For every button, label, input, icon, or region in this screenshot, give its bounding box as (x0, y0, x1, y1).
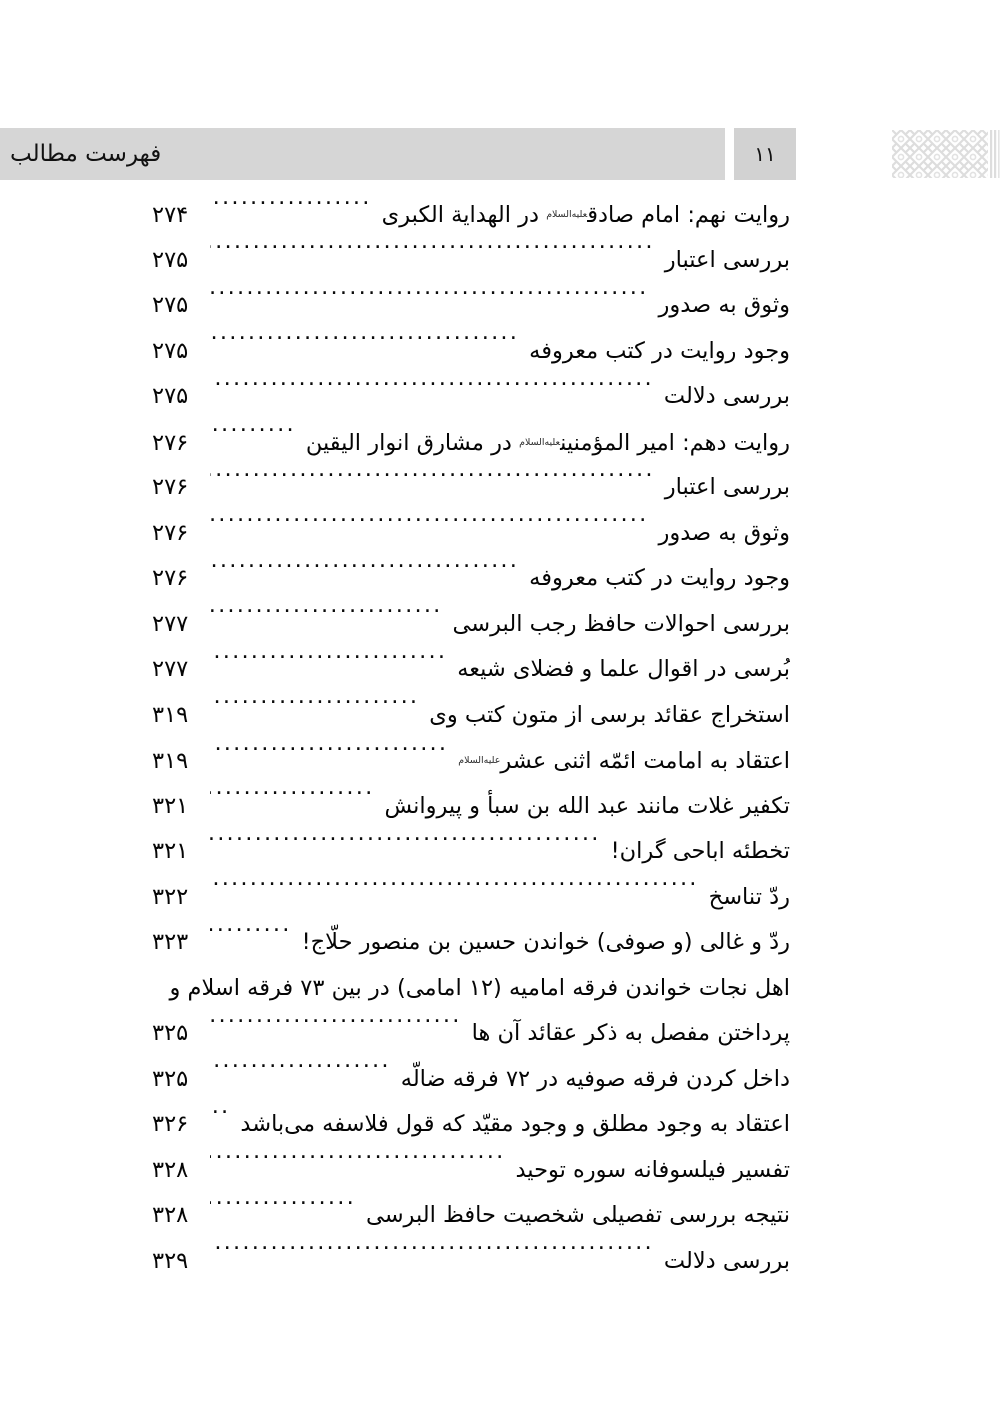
toc-entry[interactable] (152, 283, 790, 329)
toc-page-number: ۳۲۱ (152, 838, 189, 864)
toc-entry[interactable] (152, 1148, 790, 1194)
toc-page-number: ۲۷۶ (152, 519, 189, 546)
toc-entry-label: تخطئه اباحی گران! (610, 838, 790, 864)
header-page-number-box (734, 128, 796, 180)
toc-entry-label: اعتقاد به وجود مطلق و وجود مقیّد که قول فلاسفه می‌باشد (240, 1111, 790, 1137)
toc-entry-label: وجود روایت در کتب معروفه (529, 337, 790, 364)
toc-entry-label: پرداختن مفصل به ذکر عقائد آن ها (471, 1020, 790, 1046)
header-divider (725, 128, 734, 180)
toc-dot-leader (210, 608, 443, 631)
toc-page-number: ۳۲۶ (152, 1111, 189, 1137)
toc-entry[interactable] (152, 829, 790, 875)
toc-page-number: ۳۲۳ (152, 929, 189, 955)
toc-dot-leader (210, 472, 655, 495)
toc-entry-label: تکفیر غلات مانند عبد الله بن سبأ و پیروانش (384, 792, 790, 819)
toc-dot-leader (210, 1018, 462, 1041)
toc-entry-label: تفسیر فیلسوفانه سوره توحید (515, 1156, 790, 1183)
toc-entry[interactable] (152, 875, 790, 921)
toc-dot-leader (210, 1200, 356, 1223)
toc-entry[interactable] (152, 556, 790, 602)
toc-entry-label: وثوق به صدور (658, 519, 790, 546)
toc-entry[interactable] (152, 192, 790, 238)
toc-dot-leader (210, 790, 374, 813)
toc-entry-label: اهل نجات خواندن فرقه امامیه (۱۲ امامی) در بین ۷۳ فرقه اسلام و (169, 974, 790, 1001)
toc-page-number: ۲۷۶ (152, 429, 189, 456)
toc-entry-label: وثوق به صدور (658, 292, 790, 318)
toc-page-number: ۳۲۸ (152, 1156, 189, 1183)
toc-page-number: ۲۷۶ (152, 474, 189, 500)
toc-entry-label: استخراج عقائد برسی از متون کتب وی (429, 701, 790, 728)
toc-page-number: ۲۷۵ (152, 246, 189, 273)
toc-page-number: ۳۲۱ (152, 792, 189, 819)
toc-entry-label: روایت دهم: امیر المؤمنین$^{علیه‌السلام}$ در مشارق انوار الیقین (305, 429, 790, 456)
toc-dot-leader (210, 1154, 505, 1177)
honorific-icon: علیه‌السلام (458, 755, 501, 766)
toc-entry[interactable] (152, 1011, 790, 1057)
toc-entry-label: ردّ و غالی (و صوفی) خواندن حسین بن منصور حلّاج! (301, 929, 790, 955)
toc-page-number: ۳۲۲ (152, 883, 189, 910)
toc-entry[interactable] (152, 647, 790, 693)
toc-dot-leader (210, 1245, 654, 1268)
toc-entry[interactable] (152, 238, 790, 284)
toc-dot-leader (210, 927, 292, 950)
toc-page-number: ۲۷۴ (152, 202, 189, 229)
toc-dot-leader (210, 836, 601, 859)
toc-entry[interactable] (152, 420, 790, 466)
toc-dot-leader (210, 290, 649, 313)
toc-dot-leader (210, 244, 655, 267)
page-title: فهرست مطالب (10, 140, 162, 167)
toc-page-number: ۲۷۵ (152, 337, 189, 364)
toc-page-number: ۳۲۸ (152, 1202, 189, 1228)
toc-page-number: ۳۱۹ (152, 748, 189, 775)
toc-entry[interactable] (152, 602, 790, 648)
toc-entry[interactable] (152, 374, 790, 420)
toc-entry[interactable] (152, 511, 790, 557)
toc-dot-leader (210, 746, 448, 769)
toc-page-number: ۳۲۵ (152, 1020, 189, 1046)
toc-entry[interactable] (152, 1193, 790, 1239)
toc-entry-label: ردّ تناسخ (708, 883, 790, 910)
toc-dot-leader (210, 1063, 391, 1086)
toc-entry[interactable] (152, 329, 790, 375)
toc-page-number: ۲۷۵ (152, 383, 189, 409)
toc-dot-leader (210, 699, 419, 722)
toc-entry[interactable] (152, 738, 790, 784)
arabesque-ornament-icon (892, 128, 1000, 180)
toc-page-number: ۳۱۹ (152, 701, 189, 728)
toc-entry-label: بررسی اعتبار (664, 246, 790, 273)
toc-entry-label: بررسی اعتبار (664, 474, 790, 500)
toc-dot-leader (210, 563, 519, 586)
toc-dot-leader (210, 1109, 230, 1132)
toc-dot-leader (210, 517, 649, 540)
toc-entry-label: بررسی دلالت (663, 383, 790, 409)
header-page-number: ۱۱ (754, 142, 776, 166)
honorific-icon: علیه‌السلام (546, 209, 588, 220)
toc-dot-leader (210, 427, 296, 450)
toc-entry[interactable] (152, 693, 790, 739)
toc-entry-label: بررسی دلالت (663, 1247, 790, 1274)
toc-page-number: ۳۲۵ (152, 1065, 189, 1092)
toc-entry-label: بُرسی در اقوال علما و فضلای شیعه (457, 656, 790, 682)
toc-entry[interactable] (152, 1057, 790, 1103)
toc-entry-label: روایت نهم: امام صادق$^{علیه‌السلام}$ در الهدایة الکبری (381, 202, 790, 229)
toc-page-number: ۳۲۹ (152, 1247, 189, 1274)
table-of-contents (152, 192, 790, 1284)
toc-entry-label: وجود روایت در کتب معروفه (529, 565, 790, 591)
toc-page-number: ۲۷۶ (152, 565, 189, 591)
toc-page-number: ۲۷۵ (152, 292, 189, 318)
toc-dot-leader (210, 335, 519, 358)
toc-dot-leader (210, 881, 699, 904)
toc-page-number: ۲۷۷ (152, 610, 189, 637)
toc-entry-label: داخل کردن فرقه صوفیه در ۷۲ فرقه ضالّه (400, 1065, 790, 1092)
toc-entry[interactable] (152, 1239, 790, 1285)
toc-entry-label: اعتقاد به امامت ائمّه اثنی عشر$^{علیه‌السلام}$ (458, 748, 790, 775)
toc-entry[interactable] (152, 784, 790, 830)
toc-dot-leader (210, 654, 447, 677)
toc-dot-leader (210, 381, 654, 404)
toc-dot-leader (210, 200, 372, 223)
toc-entry[interactable] (152, 465, 790, 511)
running-header (0, 128, 1000, 180)
header-title-bar (0, 128, 725, 180)
toc-entry[interactable] (152, 966, 790, 1012)
toc-entry-label: بررسی احوالات حافظ رجب البرسی (452, 610, 790, 637)
toc-entry-label: نتیجه بررسی تفصیلی شخصیت حافظ البرسی (365, 1202, 790, 1228)
toc-entry[interactable] (152, 1102, 790, 1148)
toc-entry[interactable] (152, 920, 790, 966)
toc-page-number: ۲۷۷ (152, 656, 189, 682)
honorific-icon: علیه‌السلام (519, 436, 561, 448)
